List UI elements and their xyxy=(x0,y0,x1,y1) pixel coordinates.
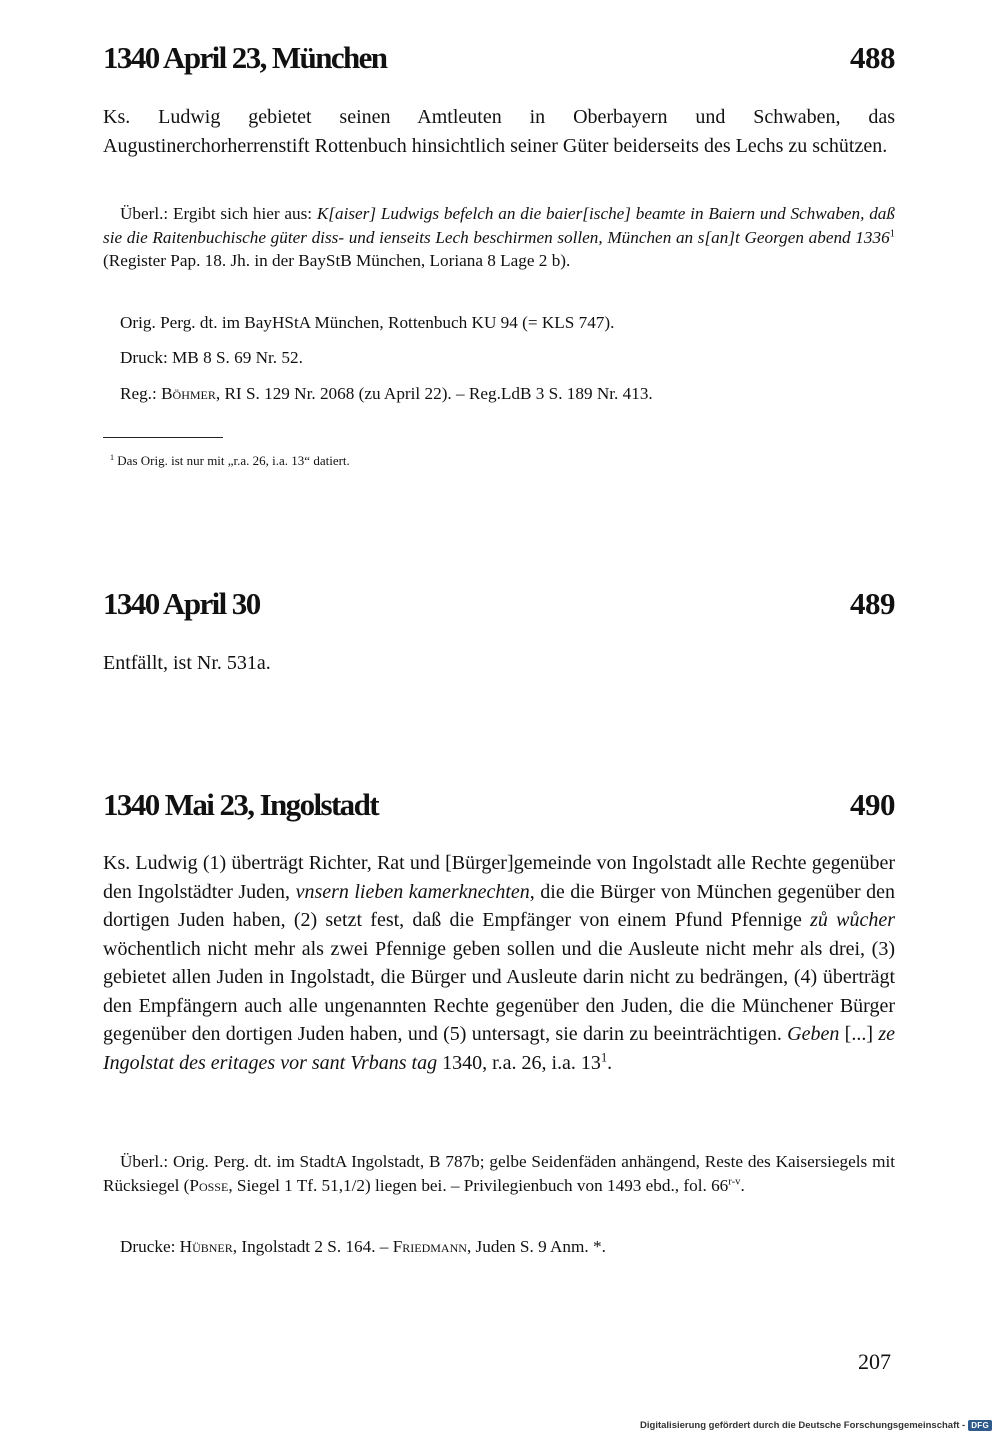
footnote-ref: 1 xyxy=(600,1050,608,1065)
summary-text: Ks. Ludwig (1) überträgt Richter, Rat und [Bürger]gemeinde von Ingolstadt alle Rechte gegenüber den Ingolstädter Juden, xyxy=(103,852,895,903)
footnote-mark: 1 xyxy=(110,453,115,463)
dfg-footer-text: Digitalisierung gefördert durch die Deutsche Forschungsgemeinschaft - xyxy=(640,1420,966,1431)
entry-490-prints xyxy=(120,1237,606,1257)
entry-date-place: 1340 Mai 23, Ingolstadt xyxy=(103,787,378,822)
prints-author: Friedmann xyxy=(392,1237,467,1256)
summary-text: 1340, r.a. 26, i.a. 13 xyxy=(437,1051,601,1074)
entry-490-summary xyxy=(103,849,895,1077)
summary-text: , die die Bürger von München gegenüber den dortigen Juden haben, (2) setzt fest, daß die Empfänger von einem Pfund Pfennige xyxy=(103,880,896,931)
ueberl-quote: K[aiser] Ludwigs befelch an die baier[ische] beamte in Baiern und Schwaben, daß sie die Raitenbuchische güter diss- und ienseits Lech beschirmen sollen, München an s[an]t Georgen abend 1336 xyxy=(103,204,895,247)
ueberl-text: . xyxy=(740,1175,745,1195)
summary-quote: Geben xyxy=(787,1023,840,1045)
entry-number: 490 xyxy=(850,787,895,822)
page-number: 207 xyxy=(858,1349,891,1374)
entry-490-heading xyxy=(103,787,895,823)
ueberl-author: Posse xyxy=(189,1175,229,1195)
footnote-1 xyxy=(110,453,350,469)
prints-text: , Ingolstadt 2 S. 164. – xyxy=(232,1237,393,1256)
prints-author: Hübner xyxy=(179,1237,233,1256)
entry-number: 488 xyxy=(850,40,895,75)
entry-488-heading xyxy=(103,40,895,76)
ueberl-label: Überl.: Ergibt sich hier aus: xyxy=(120,204,317,223)
summary-text: [...] xyxy=(839,1023,879,1045)
entry-489-heading xyxy=(103,586,895,622)
entry-488-summary: Ks. Ludwig gebietet seinen Amtleuten in Oberbayern und Schwaben, das Augustinerchorherrenstift Rottenbuch hinsichtlich seiner Güter beiderseits des Lechs zu schützen. xyxy=(103,106,895,157)
entry-488-original: Orig. Perg. dt. im BayHStA München, Rottenbuch KU 94 (= KLS 747). xyxy=(120,313,615,332)
summary-quote: ze Ingolstat des eritages vor sant Vrbans tag xyxy=(103,1023,895,1074)
regesta-author: Böhmer xyxy=(161,384,216,403)
folio-sup: r-v xyxy=(728,1176,741,1188)
ueberl-source: (Register Pap. 18. Jh. in der BayStB München, Loriana 8 Lage 2 b). xyxy=(103,251,571,270)
dfg-logo-icon: DFG xyxy=(968,1420,992,1431)
footnote-ref: 1 xyxy=(889,228,895,240)
entry-number: 489 xyxy=(850,586,895,621)
dfg-footer xyxy=(640,1420,992,1431)
ueberl-text: , Siegel 1 Tf. 51,1/2) liegen bei. – Privilegienbuch von 1493 ebd., fol. 66 xyxy=(228,1175,729,1195)
entry-date-place: 1340 April 30 xyxy=(103,586,260,621)
prints-text: , Juden S. 9 Anm. *. xyxy=(466,1237,606,1256)
summary-quote: zů wůcher xyxy=(810,909,895,931)
summary-text: . xyxy=(607,1051,613,1074)
summary-quote: vnsern lieben kamerknechten xyxy=(295,880,530,903)
entry-490-transmission xyxy=(103,1150,895,1197)
footnote-text: Das Orig. ist nur mit „r.a. 26, i.a. 13“ datiert. xyxy=(114,453,350,468)
regesta-prefix: Reg.: xyxy=(120,384,162,403)
entry-date-place: 1340 April 23, München xyxy=(103,40,387,75)
regesta-rest: , RI S. 129 Nr. 2068 (zu April 22). – Reg.LdB 3 S. 189 Nr. 413. xyxy=(215,384,653,403)
entry-489-summary: Entfällt, ist Nr. 531a. xyxy=(103,652,271,674)
ueberl-text: Überl.: Orig. Perg. dt. im StadtA Ingolstadt, B 787b; gelbe Seidenfäden anhängend, Reste des Kaisersiegels mit Rücksiegel ( xyxy=(103,1152,895,1195)
summary-text: wöchentlich nicht mehr als zwei Pfennige geben sollen und die Ausleute nicht mehr als drei, (3) gebietet allen Juden in Ingolstadt, die Bürger und Ausleute darin nicht zu bedrängen, (4) überträgt den Empfängern auch alle ungenannten Rechte gegenüber den Juden, die die Münchener Bürger gegenüber den dortigen Juden haben, und (5) untersagt, sie darin zu beeinträchtigen. xyxy=(103,937,895,1045)
entry-488-transmission xyxy=(103,202,895,273)
entry-488-regesta xyxy=(120,384,653,404)
entry-488-print: Druck: MB 8 S. 69 Nr. 52. xyxy=(120,348,303,367)
prints-prefix: Drucke: xyxy=(120,1237,180,1256)
footnote-separator xyxy=(103,437,223,438)
